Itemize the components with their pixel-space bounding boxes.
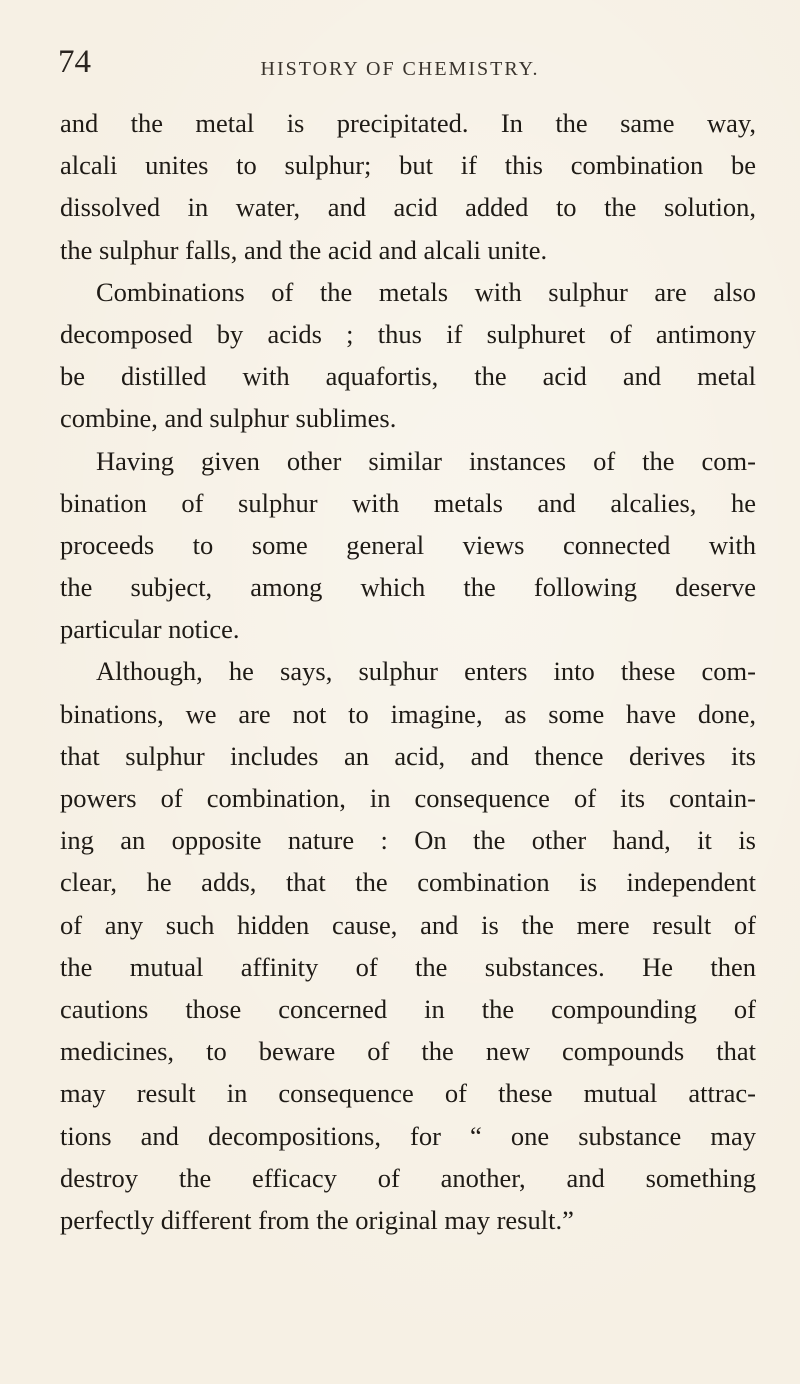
page-header: [0, 0, 800, 90]
text-line: proceeds to some general views connected with: [60, 529, 756, 560]
text-line: destroy the efficacy of another, and something: [60, 1162, 756, 1193]
running-head: HISTORY OF CHEMISTRY.: [260, 58, 540, 80]
text-line: combine, and sulphur sublimes.: [60, 403, 397, 434]
text-line: Although, he says, sulphur enters into these com-: [96, 656, 756, 687]
text-line: binations, we are not to imagine, as some have done,: [60, 698, 756, 729]
text-line: medicines, to beware of the new compounds that: [60, 1036, 756, 1067]
text-line: clear, he adds, that the combination is independent: [60, 867, 756, 898]
text-line: that sulphur includes an acid, and thence derives its: [60, 740, 756, 771]
text-line: ing an opposite nature : On the other hand, it is: [60, 825, 756, 856]
body-text: [60, 102, 756, 1241]
text-line: the mutual affinity of the substances. He then: [60, 951, 756, 982]
text-line: perfectly different from the original may result.”: [60, 1204, 574, 1235]
text-line: the subject, among which the following deserve: [60, 572, 756, 603]
text-line: and the metal is precipitated. In the same way,: [60, 108, 756, 138]
text-line: powers of combination, in consequence of its contain-: [60, 783, 756, 813]
text-line: be distilled with aquafortis, the acid and metal: [60, 361, 756, 392]
text-line: of any such hidden cause, and is the mere result of: [60, 909, 756, 940]
text-line: the sulphur falls, and the acid and alcali unite.: [60, 234, 548, 265]
text-line: bination of sulphur with metals and alcalies, he: [60, 487, 756, 518]
text-line: particular notice.: [60, 614, 240, 645]
text-line: dissolved in water, and acid added to the solution,: [60, 192, 756, 223]
text-line: Having given other similar instances of the com-: [96, 445, 756, 476]
text-line: cautions those concerned in the compounding of: [60, 993, 756, 1024]
text-line: tions and decompositions, for “ one substance may: [60, 1120, 756, 1151]
text-line: alcali unites to sulphur; but if this combination be: [60, 150, 756, 181]
text-line: may result in consequence of these mutual attrac-: [60, 1078, 756, 1109]
text-line: decomposed by acids ; thus if sulphuret of antimony: [60, 318, 756, 349]
page-number: 74: [58, 44, 91, 80]
text-line: Combinations of the metals with sulphur are also: [96, 276, 756, 307]
